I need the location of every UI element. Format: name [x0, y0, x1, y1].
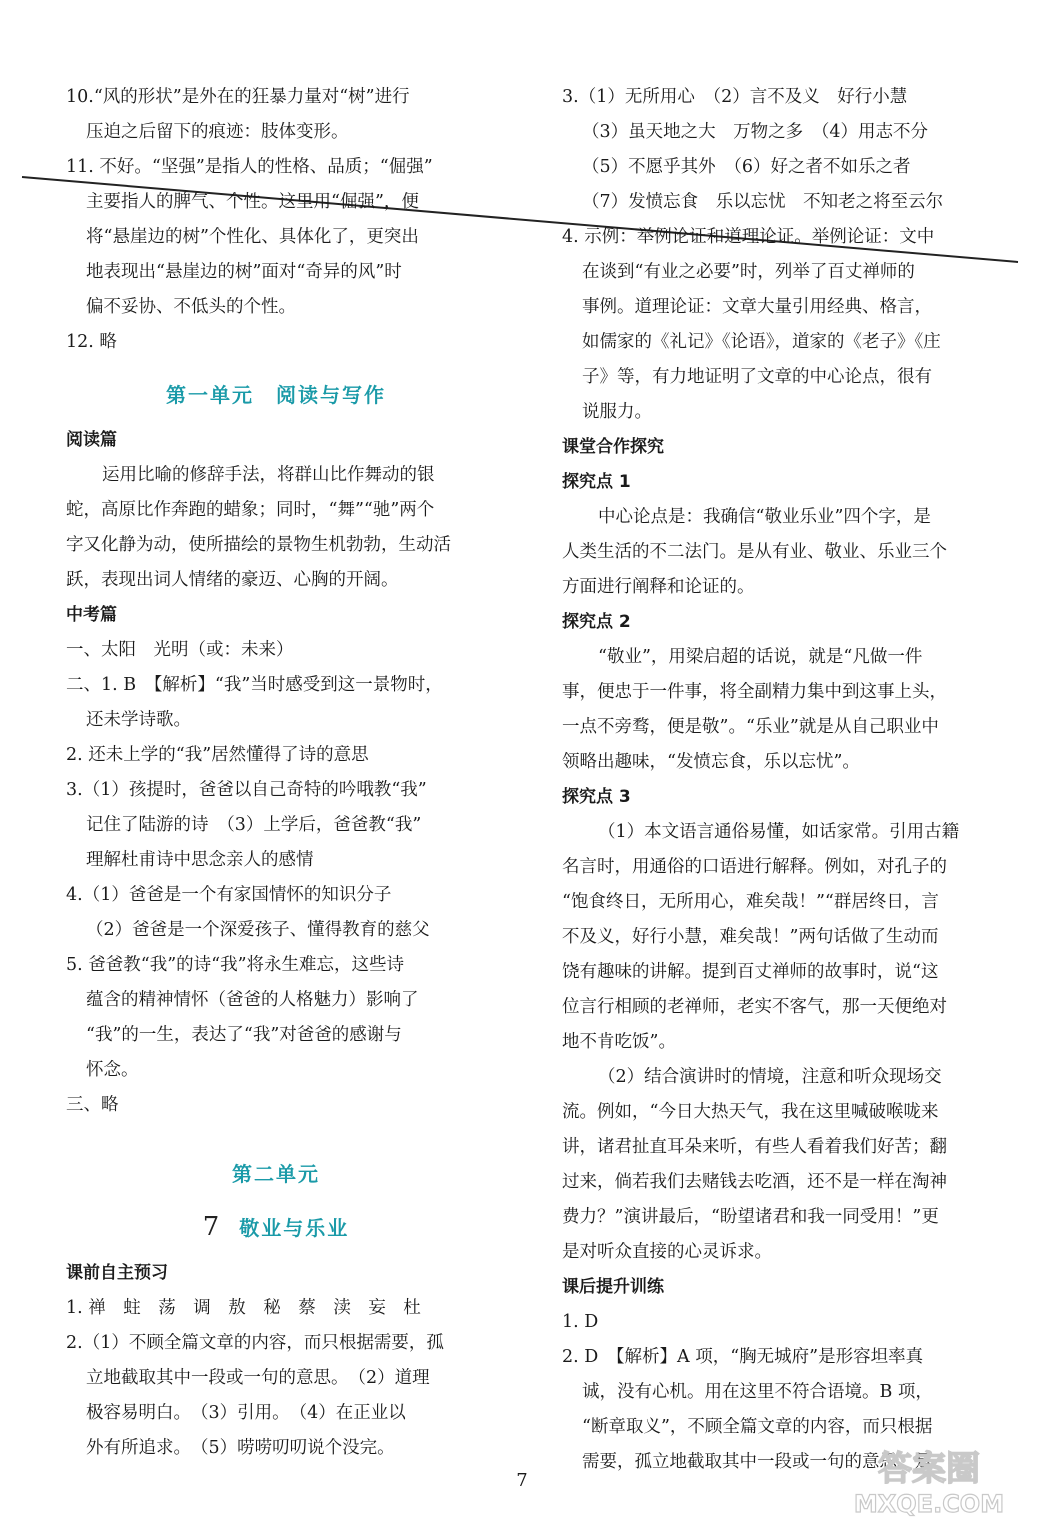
r4-line3: 事例。道理论证：文章大量引用经典、格言，	[582, 297, 932, 317]
after-2-line3: “断章取义”，不顾全篇文章的内容，而只根据	[582, 1417, 933, 1437]
preview-2-line4: 外有所追求。 （5）唠唠叨叨说个没完。	[86, 1438, 395, 1458]
tj3a-line1: （1）本文语言通俗易懂，如话家常。引用古籍	[598, 822, 960, 842]
tj3a-line2: 名言时，用通俗的口语进行解释。例如，对孔子的	[562, 857, 947, 877]
answer-11-line1: 11. 不好。“坚强”是指人的性格、品质；“倔强”	[66, 157, 433, 177]
preview-2-line2: 立地截取其中一段或一句的意思。 （2）道理	[86, 1368, 430, 1388]
zk-2: 2. 还未上学的“我”居然懂得了诗的意思	[66, 745, 369, 765]
zk-3-line3: 理解杜甫诗中思念亲人的感情	[86, 850, 314, 870]
answer-11-line3: 将“悬崖边的树”个性化、具体化了，更突出	[86, 227, 419, 247]
after-2-line1: 2. D 【解析】A 项，“胸无城府”是形容坦率真	[562, 1347, 924, 1367]
zk-part2-line1: 二、1. B 【解析】“我”当时感受到这一景物时，	[66, 675, 443, 695]
zk-5-line3: “我”的一生，表达了“我”对爸爸的感谢与	[86, 1025, 402, 1045]
explore-point-3: 探究点 3	[562, 787, 631, 807]
tj3a-line6: 位言行相顾的老禅师，老实不客气，那一天便绝对	[562, 997, 947, 1017]
answer-10-line2: 压迫之后留下的痕迹：肢体变形。	[86, 122, 349, 142]
r3-line1: 3.（1）无所用心 （2）言不及义 好行小慧	[562, 87, 908, 107]
tj3a-line7: 地不肯吃饭”。	[562, 1032, 676, 1052]
preview-2-line3: 极容易明白。 （3）引用。 （4）在正业以	[86, 1403, 406, 1423]
lesson-title	[66, 1210, 486, 1246]
lesson-name: 敬业与乐业	[239, 1216, 350, 1240]
r4-line2: 在谈到“有业之必要”时，列举了百丈禅师的	[582, 262, 915, 282]
zk-5-line1: 5. 爸爸教“我”的诗“我”将永生难忘，这些诗	[66, 955, 405, 975]
zk-4-line1: 4.（1）爸爸是一个有家国情怀的知识分子	[66, 885, 392, 905]
tj1-line3: 方面进行阐释和论证的。	[562, 577, 755, 597]
tj2-line2: 事，便忠于一件事，将全副精力集中到这事上头，	[562, 682, 947, 702]
explore-point-2: 探究点 2	[562, 612, 631, 632]
left-column	[66, 80, 486, 1466]
tj2-line1: “敬业”，用梁启超的话说，就是“凡做一件	[598, 647, 923, 667]
answer-10-line1: 10.“风的形状”是外在的狂暴力量对“树”进行	[66, 87, 410, 107]
r4-line1: 4. 示例：举例论证和道理论证。举例论证：文中	[562, 227, 935, 247]
after-class-heading: 课后提升训练	[562, 1277, 664, 1297]
tj3a-line3: “饱食终日，无所用心，难矣哉！”“群居终日，言	[562, 892, 939, 912]
answer-11-line4: 地表现出“悬崖边的树”面对“奇异的风”时	[86, 262, 402, 282]
explore-point-1: 探究点 1	[562, 472, 631, 492]
r3-line3: （5）不愿乎其外 （6）好之者不如乐之者	[582, 157, 911, 177]
watermark-line2: MXQE.COM	[853, 1490, 1005, 1518]
reading-heading: 阅读篇	[66, 430, 117, 450]
tj3b-line2: 流。例如，“今日大热天气，我在这里喊破喉咙来	[562, 1102, 939, 1122]
preview-1: 1. 禅 蛀 荡 调 敖 秘 蔡 渎 妄 杜	[66, 1298, 421, 1318]
r4-line5: 子》等，有力地证明了文章的中心论点，很有	[582, 367, 932, 387]
zhongkao-heading: 中考篇	[66, 605, 117, 625]
zk-4-line2: （2）爸爸是一个深爱孩子、懂得教育的慈父	[86, 920, 430, 940]
answer-11-line2: 主要指人的脾气、个性。这里用“倔强”，便	[86, 192, 419, 212]
tj3b-line4: 过来，倘若我们去赌钱去吃酒，还不是一样在淘神	[562, 1172, 947, 1192]
r3-line4: （7）发愤忘食 乐以忘忧 不知老之将至云尔	[582, 192, 944, 212]
reading-line1: 运用比喻的修辞手法，将群山比作舞动的银	[102, 465, 435, 485]
tj3b-line3: 讲，诸君扯直耳朵来听，有些人看着我们好苦；翻	[562, 1137, 947, 1157]
tj3b-line6: 是对听众直接的心灵诉求。	[562, 1242, 772, 1262]
preview-2-line1: 2.（1）不顾全篇文章的内容，而只根据需要，孤	[66, 1333, 444, 1353]
coop-heading: 课堂合作探究	[562, 437, 664, 457]
lesson-number: 7	[202, 1212, 222, 1242]
watermark-logo	[844, 1442, 1014, 1520]
zk-part2-line2: 还未学诗歌。	[86, 710, 191, 730]
r3-line2: （3）虽天地之大 万物之多 （4）用志不分	[582, 122, 929, 142]
tj3a-line4: 不及义，好行小慧，难矣哉！”两句话做了生动而	[562, 927, 939, 947]
tj3b-line5: 费力？”演讲最后，“盼望诸君和我一同受用！”更	[562, 1207, 939, 1227]
r4-line6: 说服力。	[582, 402, 652, 422]
tj3a-line5: 饶有趣味的讲解。提到百丈禅师的故事时，说“这	[562, 962, 939, 982]
tj3b-line1: （2）结合演讲时的情境，注意和听众现场交	[598, 1067, 942, 1087]
reading-line4: 跃，表现出词人情绪的豪迈、心胸的开阔。	[66, 570, 399, 590]
unit2-title: 第二单元	[232, 1162, 320, 1186]
r4-line4: 如儒家的《礼记》《论语》，道家的《老子》《庄	[582, 332, 941, 352]
tj2-line3: 一点不旁骛，便是敬”。“乐业”就是从自己职业中	[562, 717, 939, 737]
zk-part1: 一、太阳 光明（或：未来）	[66, 640, 294, 660]
right-column	[562, 80, 982, 1480]
zk-part3: 三、略	[66, 1095, 119, 1115]
after-2-line2: 诚，没有心机。用在这里不符合语境。B 项，	[582, 1382, 933, 1402]
answer-12: 12. 略	[66, 332, 117, 352]
zk-5-line4: 怀念。	[86, 1060, 139, 1080]
zk-3-line1: 3.（1）孩提时，爸爸以自己奇特的吟哦教“我”	[66, 780, 427, 800]
tj1-line1: 中心论点是：我确信“敬业乐业”四个字，是	[598, 507, 931, 527]
after-2-line4: 需要，孤立地截取其中一段或一句的意思。是	[582, 1452, 932, 1472]
after-1: 1. D	[562, 1312, 599, 1332]
tj2-line4: 领略出趣味，“发愤忘食，乐以忘忧”。	[562, 752, 860, 772]
preview-heading: 课前自主预习	[66, 1263, 168, 1283]
answer-11-line5: 偏不妥协、不低头的个性。	[86, 297, 296, 317]
tj1-line2: 人类生活的不二法门。是从有业、敬业、乐业三个	[562, 542, 947, 562]
watermark-line1: 答案圈	[878, 1449, 980, 1489]
unit1-title: 第一单元 阅读与写作	[166, 383, 386, 407]
zk-3-line2: 记住了陆游的诗 （3）上学后，爸爸教“我”	[86, 815, 422, 835]
zk-5-line2: 蕴含的精神情怀（爸爸的人格魅力）影响了	[86, 990, 419, 1010]
reading-line2: 蛇，高原比作奔跑的蜡象；同时，“舞”“驰”两个	[66, 500, 435, 520]
reading-line3: 字又化静为动，使所描绘的景物生机勃勃，生动活	[66, 535, 451, 555]
page-number: 7	[516, 1470, 528, 1491]
